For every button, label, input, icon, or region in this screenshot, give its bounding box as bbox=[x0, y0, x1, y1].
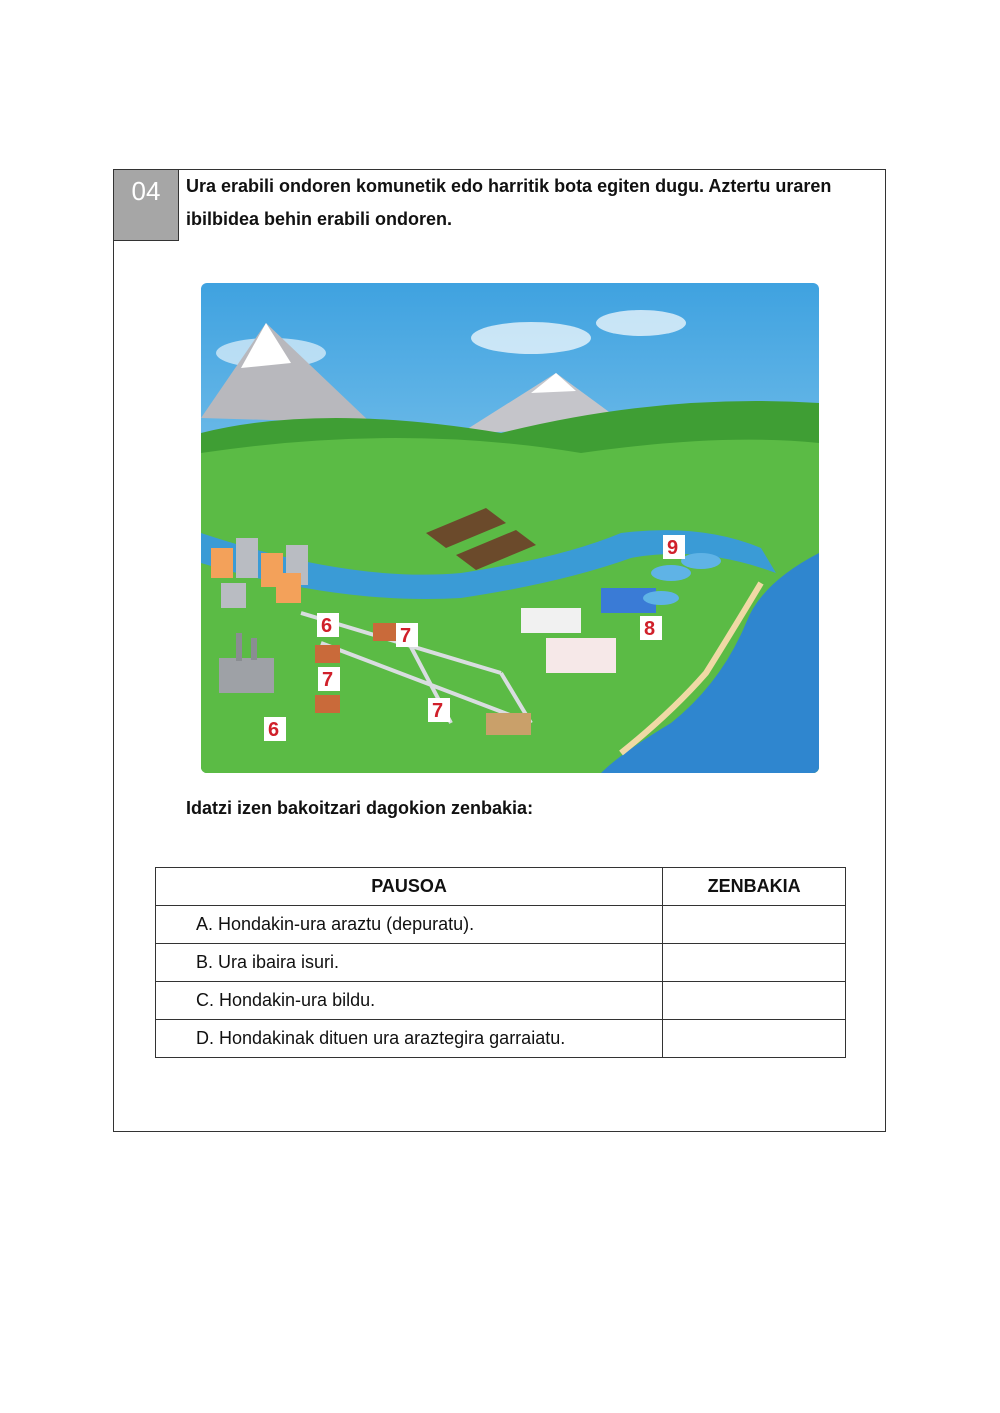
answer-cell[interactable] bbox=[663, 1020, 846, 1058]
svg-text:6: 6 bbox=[268, 719, 280, 741]
table-row bbox=[156, 1020, 846, 1058]
table-row bbox=[156, 906, 846, 944]
answer-cell[interactable] bbox=[663, 982, 846, 1020]
svg-text:8: 8 bbox=[644, 618, 656, 640]
answer-cell[interactable] bbox=[663, 906, 846, 944]
label-7-top bbox=[396, 623, 418, 647]
question-text: Ura erabili ondoren komunetik edo harritik bota egiten dugu. Aztertu uraren ibilbidea behin erabili ondoren. bbox=[186, 176, 832, 229]
label-8 bbox=[640, 616, 662, 640]
label-6-bottom bbox=[264, 717, 286, 741]
table-row bbox=[156, 944, 846, 982]
water-cycle-illustration bbox=[201, 283, 819, 773]
steps-table bbox=[155, 867, 846, 1058]
instruction-text: Idatzi izen bakoitzari dagokion zenbakia: bbox=[186, 798, 534, 818]
svg-text:9: 9 bbox=[667, 537, 679, 559]
exercise-number: 04 bbox=[113, 169, 179, 241]
svg-text:7: 7 bbox=[322, 669, 334, 691]
label-9 bbox=[663, 535, 685, 559]
label-7-bottom bbox=[428, 698, 450, 722]
table-row bbox=[156, 982, 846, 1020]
header-pausoa: PAUSOA bbox=[156, 868, 663, 906]
svg-text:7: 7 bbox=[400, 625, 412, 647]
label-7-middle bbox=[318, 667, 340, 691]
header-zenbakia: ZENBAKIA bbox=[663, 868, 846, 906]
svg-text:6: 6 bbox=[321, 615, 333, 637]
table-header-row bbox=[156, 868, 846, 906]
answer-cell[interactable] bbox=[663, 944, 846, 982]
step-cell: D. Hondakinak dituen ura araztegira garraiatu. bbox=[156, 1020, 663, 1058]
step-cell: B. Ura ibaira isuri. bbox=[156, 944, 663, 982]
step-cell: A. Hondakin-ura araztu (depuratu). bbox=[156, 906, 663, 944]
svg-text:7: 7 bbox=[432, 700, 444, 722]
label-6-top bbox=[317, 613, 339, 637]
step-cell: C. Hondakin-ura bildu. bbox=[156, 982, 663, 1020]
